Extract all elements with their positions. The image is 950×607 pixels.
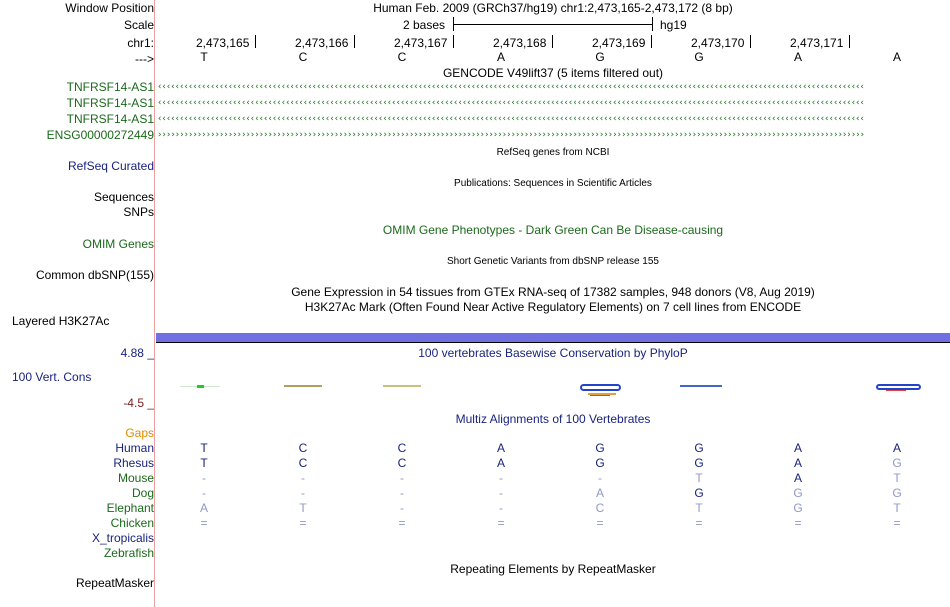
gene-track-2[interactable]: ‹‹‹‹‹‹‹‹‹‹‹‹‹‹‹‹‹‹‹‹‹‹‹‹‹‹‹‹‹‹‹‹‹‹‹‹‹‹‹‹‹‹‹‹‹‹‹‹‹‹‹‹‹‹‹‹‹‹‹‹‹‹‹‹‹‹‹‹‹‹‹‹‹‹‹‹‹‹‹‹‹‹‹‹‹‹‹‹‹‹‹‹‹‹‹‹‹‹‹‹‹‹‹‹‹‹‹‹‹‹‹‹‹‹‹‹‹‹‹‹‹‹‹‹‹‹‹‹‹‹‹‹‹‹‹‹‹‹‹‹‹‹‹‹‹‹‹‹‹‹‹‹‹‹‹‹‹‹‹‹ [157, 98, 864, 108]
h3k27ac-signal[interactable] [156, 333, 950, 342]
coord-tick [849, 35, 850, 48]
conservation-title: 100 vertebrates Basewise Conservation by PhyloP [418, 346, 688, 360]
coord-label: 2,473,168 [493, 36, 547, 50]
h3k27ac-label[interactable]: Layered H3K27Ac [12, 314, 110, 328]
coord-tick [255, 35, 256, 48]
label-separator [154, 0, 155, 607]
cons-max-label: 4.88 _ [120, 346, 154, 360]
cons-logo-a [876, 384, 921, 392]
alignment-base: G [793, 486, 803, 500]
alignment-base: - [400, 501, 404, 515]
coord-label: 2,473,167 [394, 36, 448, 50]
cons-bar [284, 385, 322, 387]
scale-tick-right [652, 17, 653, 31]
multiz-title: Multiz Alignments of 100 Vertebrates [455, 412, 651, 426]
repeatmasker-label[interactable]: RepeatMasker [75, 576, 154, 590]
alignment-base: G [595, 456, 605, 470]
alignment-base: - [301, 486, 305, 500]
coord-tick [354, 35, 355, 48]
ref-base: G [694, 50, 704, 64]
alignment-base: = [596, 516, 604, 530]
ref-base: C [298, 50, 308, 64]
coord-label: 2,473,165 [196, 36, 250, 50]
scale-label: Scale [123, 18, 154, 32]
alignment-base: T [695, 471, 703, 485]
gene-label-1[interactable]: TNFRSF14-AS1 [66, 80, 154, 94]
coord-label: 2,473,170 [691, 36, 745, 50]
coord-tick [453, 35, 454, 48]
alignment-base: C [298, 441, 308, 455]
species-elephant-label: Elephant [106, 501, 154, 515]
alignment-base: - [499, 501, 503, 515]
alignment-base: C [397, 441, 407, 455]
publications-title: Publications: Sequences in Scientific Articles [454, 178, 652, 189]
gaps-label: Gaps [125, 426, 154, 440]
alignment-base: = [398, 516, 406, 530]
alignment-base: T [200, 441, 208, 455]
gene-label-4[interactable]: ENSG00000272449 [46, 128, 154, 142]
coord-tick [651, 35, 652, 48]
scale-assembly-text: hg19 [660, 18, 687, 32]
gene-label-2[interactable]: TNFRSF14-AS1 [66, 96, 154, 110]
cons-bar [383, 385, 421, 387]
gencode-title: GENCODE V49lift37 (5 items filtered out) [442, 66, 664, 80]
alignment-base: T [695, 501, 703, 515]
alignment-base: A [496, 441, 505, 455]
refseq-title: RefSeq genes from NCBI [496, 147, 610, 158]
alignment-base: A [793, 456, 802, 470]
alignment-base: A [892, 441, 901, 455]
alignment-base: G [694, 486, 704, 500]
coord-tick [750, 35, 751, 48]
h3k27ac-title: H3K27Ac Mark (Often Found Near Active Regulatory Elements) on 7 cell lines from ENCODE [304, 300, 802, 314]
alignment-base: = [200, 516, 208, 530]
alignment-base: = [893, 516, 901, 530]
alignment-base: - [400, 471, 404, 485]
strand-label: ---> [135, 52, 154, 66]
sequences-label[interactable]: Sequences [93, 190, 154, 204]
alignment-base: T [893, 501, 901, 515]
alignment-base: = [794, 516, 802, 530]
alignment-base: T [893, 471, 901, 485]
alignment-base: A [595, 486, 604, 500]
window-position-value: Human Feb. 2009 (GRCh37/hg19) chr1:2,473,165-2,473,172 (8 bp) [373, 1, 733, 15]
alignment-base: C [397, 456, 407, 470]
alignment-base: T [299, 501, 307, 515]
cons-label[interactable]: 100 Vert. Cons [12, 370, 92, 384]
ref-base: A [496, 50, 505, 64]
alignment-base: C [595, 501, 605, 515]
window-position-label: Window Position [65, 1, 154, 15]
cons-bar [680, 385, 722, 387]
gene-track-1[interactable]: ‹‹‹‹‹‹‹‹‹‹‹‹‹‹‹‹‹‹‹‹‹‹‹‹‹‹‹‹‹‹‹‹‹‹‹‹‹‹‹‹‹‹‹‹‹‹‹‹‹‹‹‹‹‹‹‹‹‹‹‹‹‹‹‹‹‹‹‹‹‹‹‹‹‹‹‹‹‹‹‹‹‹‹‹‹‹‹‹‹‹‹‹‹‹‹‹‹‹‹‹‹‹‹‹‹‹‹‹‹‹‹‹‹‹‹‹‹‹‹‹‹‹‹‹‹‹‹‹‹‹‹‹‹‹‹‹‹‹‹‹‹‹‹‹‹‹‹‹‹‹‹‹‹‹‹‹‹‹‹‹ [157, 82, 864, 92]
alignment-base: A [496, 456, 505, 470]
alignment-base: - [301, 471, 305, 485]
coord-label: 2,473,166 [295, 36, 349, 50]
alignment-base: = [695, 516, 703, 530]
gene-track-4[interactable]: ›››››››››››››››››››››››››››››››››››››››››››››››››››››››››››››››››››››››››››››››››››››››››››››››››››››››››››››››››››››››››››››››››››››››››››››››››››››››››››››››› [157, 130, 864, 140]
omim-label[interactable]: OMIM Genes [82, 237, 154, 251]
alignment-base: C [298, 456, 308, 470]
alignment-base: G [892, 486, 902, 500]
gene-track-3[interactable]: ‹‹‹‹‹‹‹‹‹‹‹‹‹‹‹‹‹‹‹‹‹‹‹‹‹‹‹‹‹‹‹‹‹‹‹‹‹‹‹‹‹‹‹‹‹‹‹‹‹‹‹‹‹‹‹‹‹‹‹‹‹‹‹‹‹‹‹‹‹‹‹‹‹‹‹‹‹‹‹‹‹‹‹‹‹‹‹‹‹‹‹‹‹‹‹‹‹‹‹‹‹‹‹‹‹‹‹‹‹‹‹‹‹‹‹‹‹‹‹‹‹‹‹‹‹‹‹‹‹‹‹‹‹‹‹‹‹‹‹‹‹‹‹‹‹‹‹‹‹‹‹‹‹‹‹‹‹‹‹‹ [157, 114, 864, 124]
alignment-base: = [497, 516, 505, 530]
species-rhesus-label: Rhesus [113, 456, 154, 470]
species-xtropicalis-label: X_tropicalis [91, 531, 154, 545]
chr-label: chr1: [127, 36, 154, 50]
alignment-base: - [499, 471, 503, 485]
omim-title: OMIM Gene Phenotypes - Dark Green Can Be Disease-causing [382, 223, 724, 237]
alignment-base: G [793, 501, 803, 515]
cons-min-label: -4.5 _ [123, 396, 154, 410]
alignment-base: - [499, 486, 503, 500]
dbsnp-label[interactable]: Common dbSNP(155) [35, 268, 154, 282]
species-mouse-label: Mouse [117, 471, 154, 485]
cons-bar [197, 385, 204, 388]
alignment-base: A [793, 471, 802, 485]
species-dog-label: Dog [131, 486, 154, 500]
species-chicken-label: Chicken [110, 516, 154, 530]
alignment-base: G [694, 441, 704, 455]
alignment-base: - [400, 486, 404, 500]
ref-base: C [397, 50, 407, 64]
alignment-base: T [200, 456, 208, 470]
coord-tick [552, 35, 553, 48]
alignment-base: A [199, 501, 208, 515]
scale-line [453, 24, 652, 25]
species-zebrafish-label: Zebrafish [103, 546, 154, 560]
snps-label[interactable]: SNPs [123, 205, 154, 219]
scale-bases-text: 2 bases [403, 18, 446, 32]
alignment-base: - [202, 471, 206, 485]
alignment-base: A [793, 441, 802, 455]
alignment-base: - [598, 471, 602, 485]
alignment-base: G [694, 456, 704, 470]
repeatmasker-title: Repeating Elements by RepeatMasker [450, 562, 656, 576]
species-human-label: Human [115, 441, 154, 455]
alignment-base: = [299, 516, 307, 530]
alignment-base: G [595, 441, 605, 455]
ref-base: A [793, 50, 802, 64]
h3k27ac-baseline [156, 342, 950, 343]
coord-label: 2,473,171 [790, 36, 844, 50]
cons-logo-g [578, 384, 623, 396]
alignment-base: - [202, 486, 206, 500]
gtex-title: Gene Expression in 54 tissues from GTEx RNA-seq of 17382 samples, 948 donors (V8, Aug 2019) [291, 285, 815, 299]
alignment-base: G [892, 456, 902, 470]
ref-base: T [200, 50, 208, 64]
refseq-label[interactable]: RefSeq Curated [67, 159, 154, 173]
ref-base: A [892, 50, 901, 64]
coord-label: 2,473,169 [592, 36, 646, 50]
dbsnp-title: Short Genetic Variants from dbSNP release 155 [447, 256, 659, 267]
gene-label-3[interactable]: TNFRSF14-AS1 [66, 112, 154, 126]
ref-base: G [595, 50, 605, 64]
